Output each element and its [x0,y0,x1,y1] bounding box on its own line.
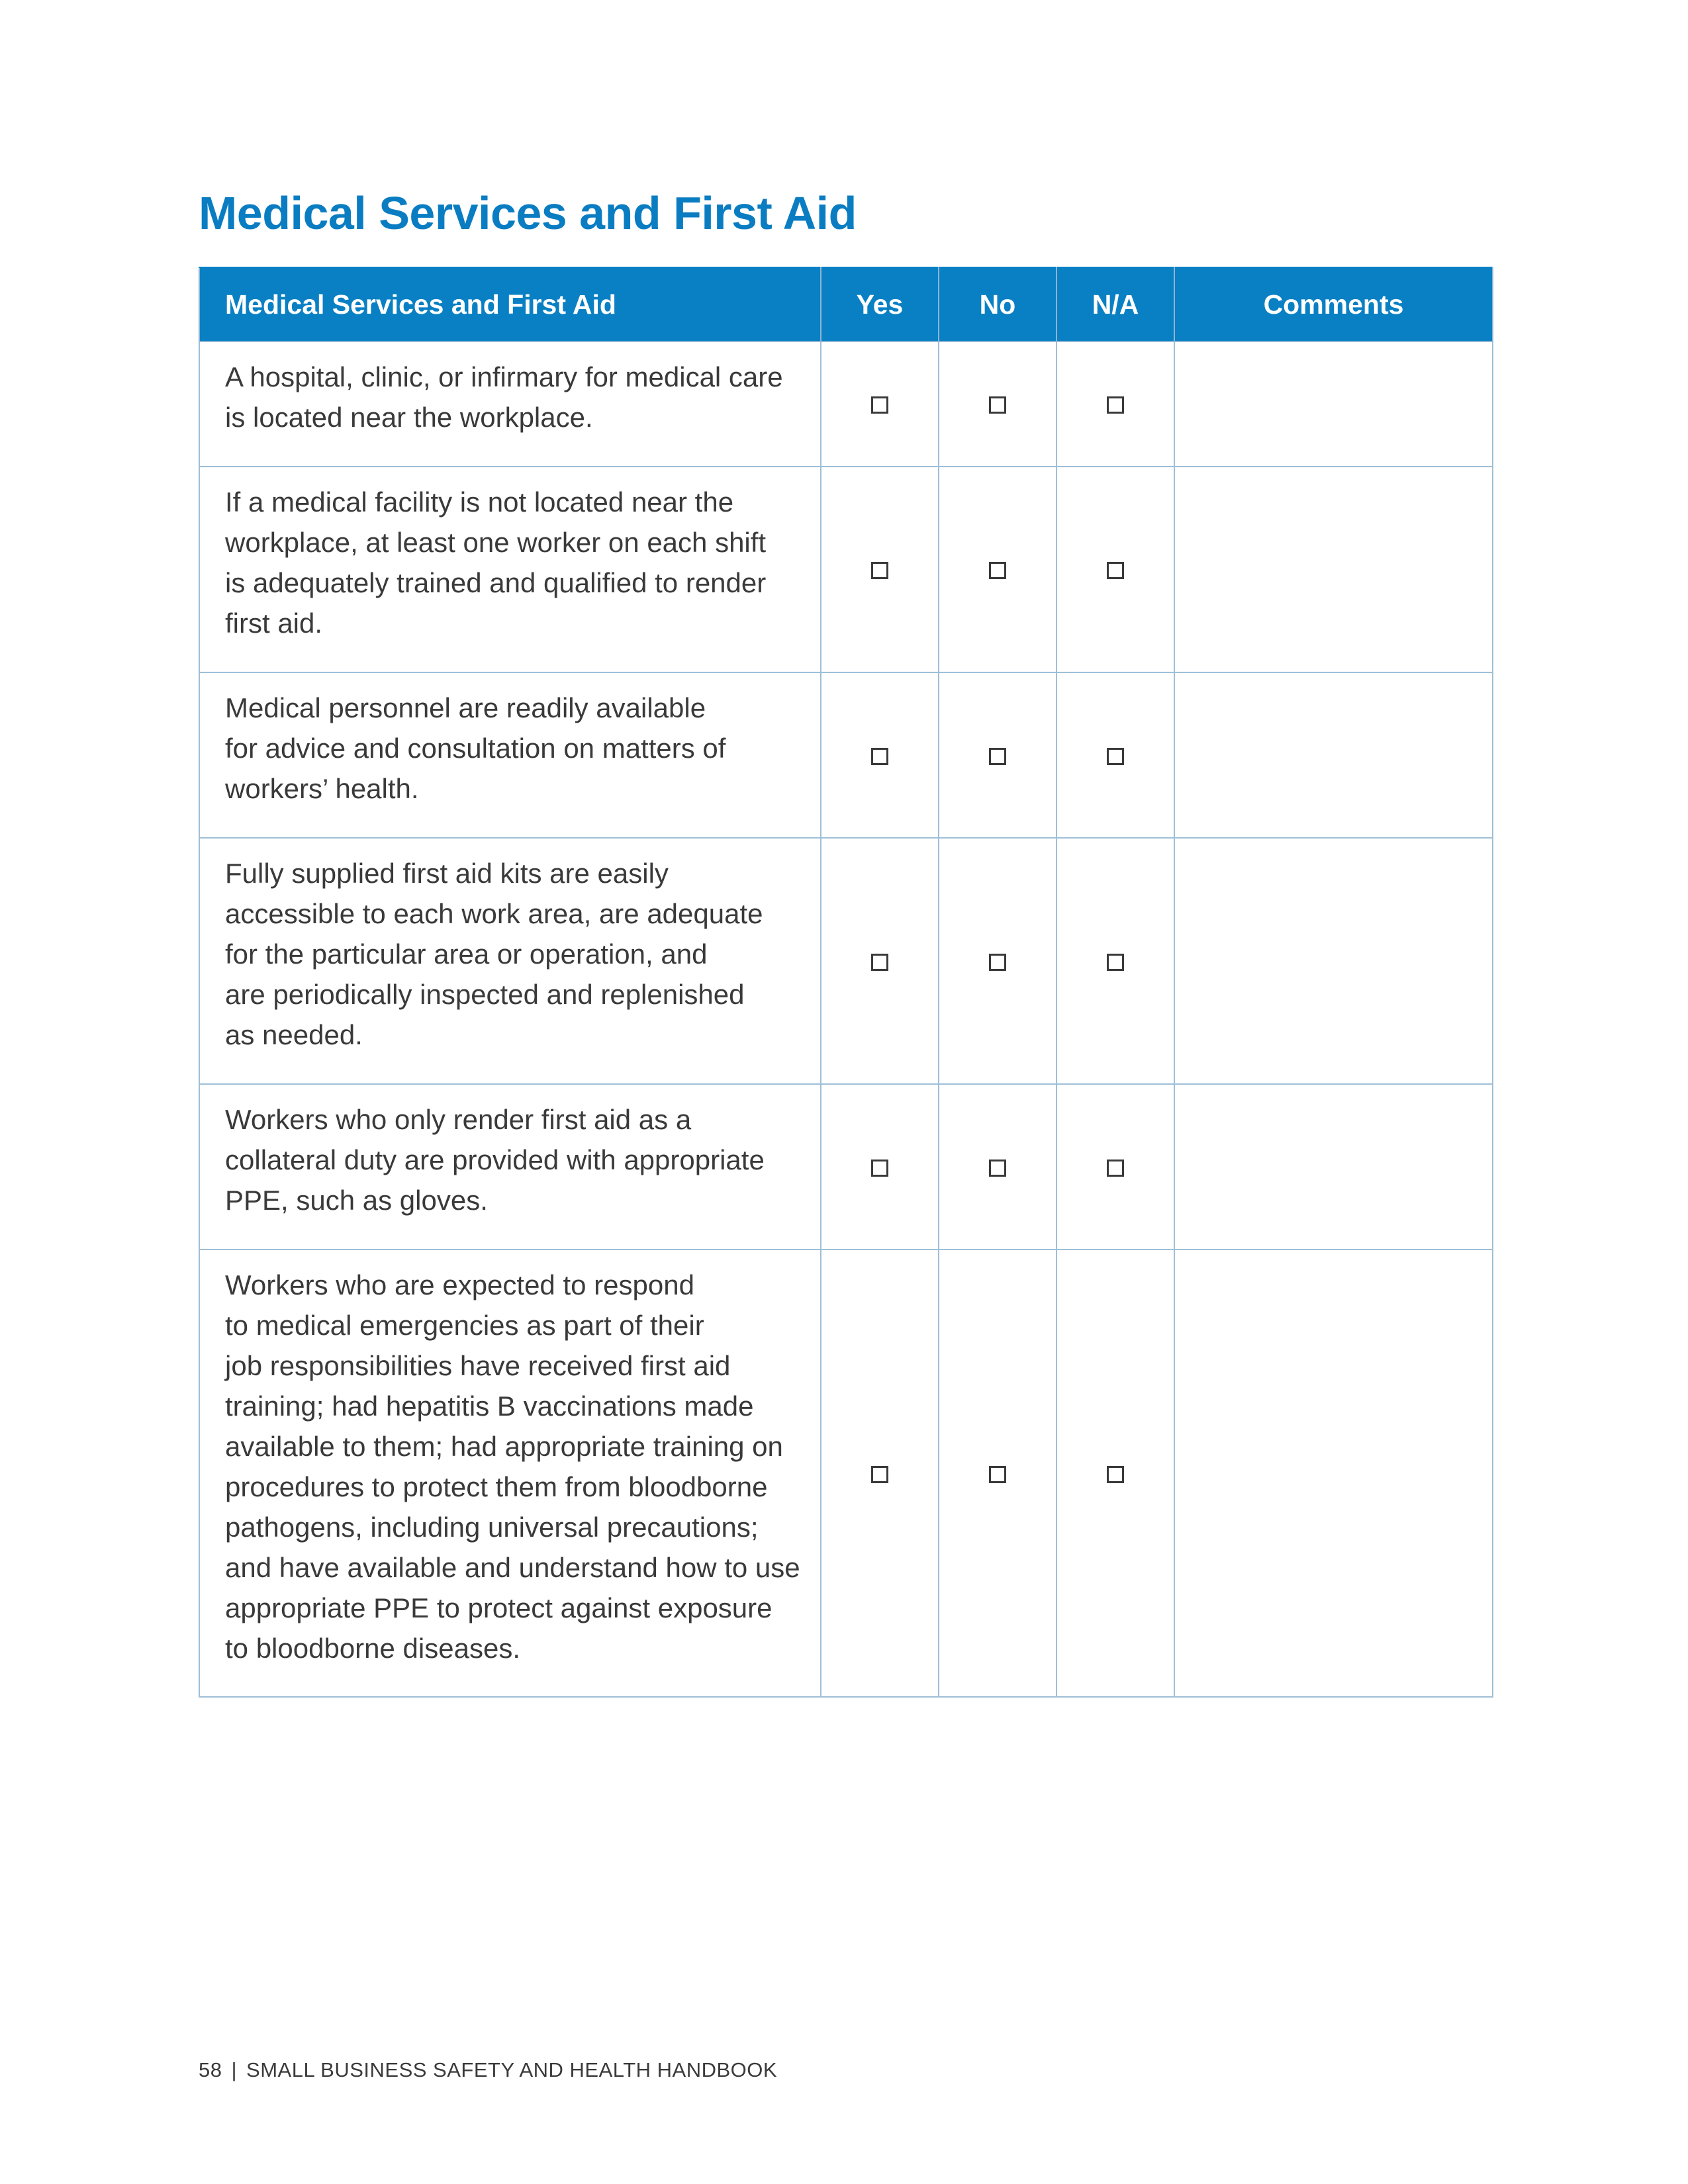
row-item-text: Fully supplied first aid kits are easily accessible to each work area, are adequate for the particular area or operation, and are periodically inspected and replenished as needed. [199,838,821,1084]
na-checkbox[interactable] [1107,1466,1124,1483]
na-checkbox[interactable] [1107,396,1124,414]
yes-checkbox[interactable] [871,396,888,414]
na-checkbox[interactable] [1107,1160,1124,1177]
table-header-row [199,267,1493,341]
yes-checkbox[interactable] [871,748,888,765]
no-checkbox[interactable] [989,562,1006,579]
row-item-text: If a medical facility is not located near the workplace, at least one worker on each shift is adequately trained and qualified to render first aid. [199,467,821,672]
na-checkbox[interactable] [1107,748,1124,765]
page-number: 58 [199,2058,222,2081]
table-row [199,672,1493,838]
no-checkbox[interactable] [989,748,1006,765]
row-item-text: Workers who are expected to respond to medical emergencies as part of their job responsibilities have received first aid training; had hepatitis B vaccinations made available to them; had appropriate training on procedures to protect them from bloodborne pathogens, including universal precautions; and have available and understand how to use appropriate PPE to protect against exposure to bloodborne diseases. [199,1250,821,1697]
yes-checkbox[interactable] [871,1466,888,1483]
header-na: N/A [1056,267,1174,341]
comments-cell[interactable] [1174,1084,1493,1250]
table-row [199,838,1493,1084]
table-row [199,467,1493,672]
header-comments: Comments [1174,267,1493,341]
comments-cell[interactable] [1174,341,1493,467]
header-yes: Yes [821,267,939,341]
table-row [199,341,1493,467]
footer-separator: | [231,2058,238,2081]
comments-cell[interactable] [1174,467,1493,672]
no-checkbox[interactable] [989,1160,1006,1177]
na-checkbox[interactable] [1107,954,1124,971]
table-row [199,1084,1493,1250]
book-title: SMALL BUSINESS SAFETY AND HEALTH HANDBOOK [246,2058,778,2081]
page-title: Medical Services and First Aid [199,187,857,239]
table-row [199,1250,1493,1697]
comments-cell[interactable] [1174,1250,1493,1697]
header-no: No [939,267,1056,341]
row-item-text: Medical personnel are readily available for advice and consultation on matters of workers’ health. [199,672,821,838]
comments-cell[interactable] [1174,838,1493,1084]
row-item-text: A hospital, clinic, or infirmary for medical care is located near the workplace. [199,341,821,467]
header-item: Medical Services and First Aid [199,267,821,341]
yes-checkbox[interactable] [871,562,888,579]
na-checkbox[interactable] [1107,562,1124,579]
no-checkbox[interactable] [989,1466,1006,1483]
checklist-table [199,267,1493,1698]
comments-cell[interactable] [1174,672,1493,838]
no-checkbox[interactable] [989,954,1006,971]
no-checkbox[interactable] [989,396,1006,414]
page-footer [199,2058,777,2082]
yes-checkbox[interactable] [871,954,888,971]
row-item-text: Workers who only render first aid as a collateral duty are provided with appropriate PPE, such as gloves. [199,1084,821,1250]
yes-checkbox[interactable] [871,1160,888,1177]
